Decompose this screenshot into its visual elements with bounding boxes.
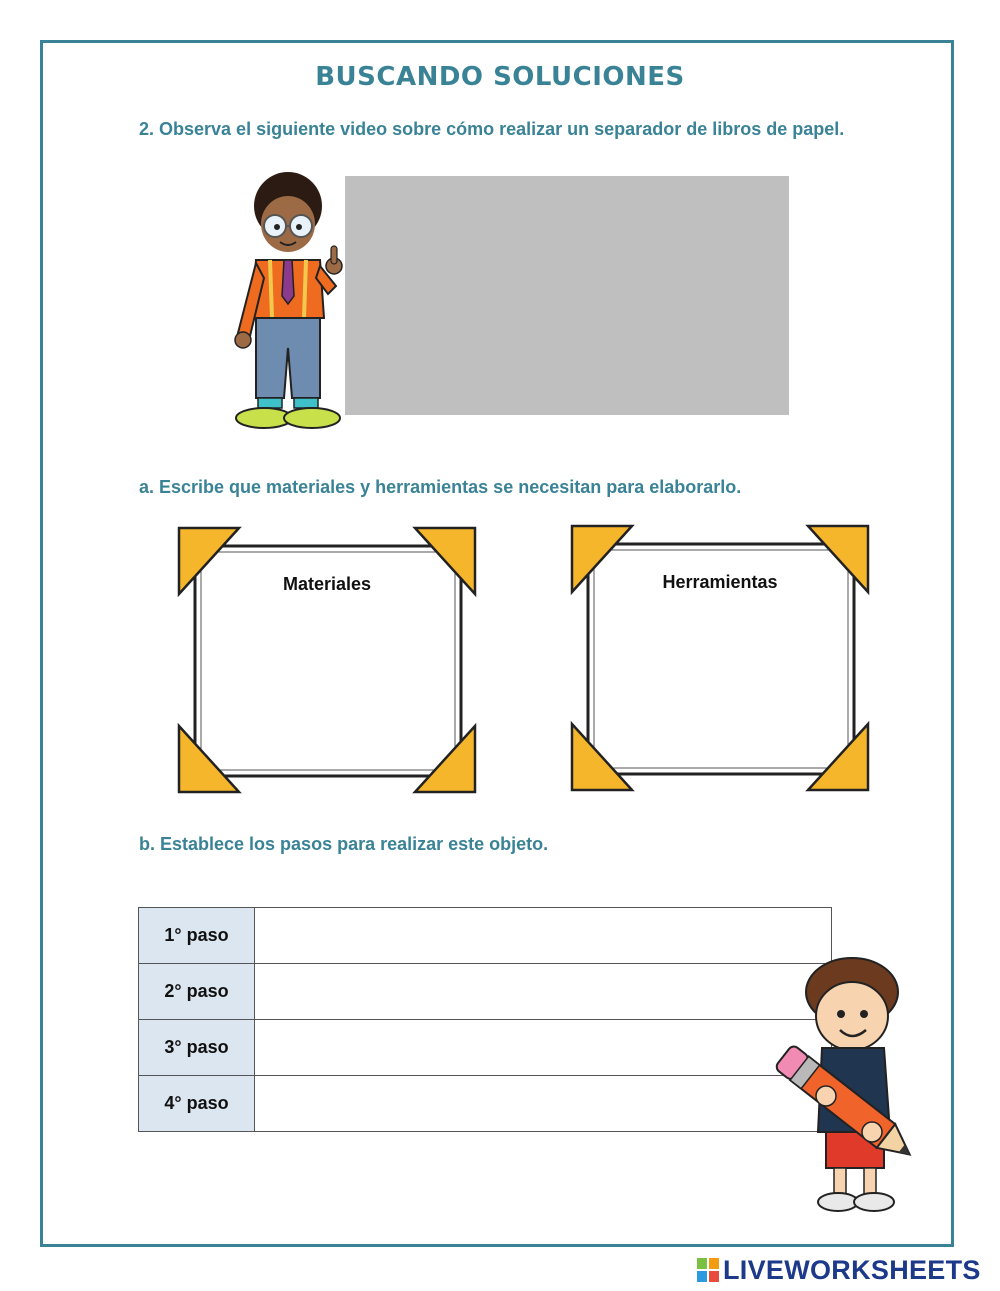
step-label: 3° paso — [139, 1020, 255, 1076]
liveworksheets-logo-icon — [697, 1258, 719, 1282]
table-row — [139, 1076, 832, 1132]
brand-mark — [697, 1255, 981, 1285]
step-input[interactable] — [255, 908, 832, 964]
video-placeholder[interactable] — [345, 176, 789, 415]
step-label: 1° paso — [139, 908, 255, 964]
materials-frame[interactable] — [177, 526, 477, 794]
instruction-materials: a. Escribe que materiales y herramientas se necesitan para elaborarlo. — [139, 477, 742, 497]
kid-pencil-illustration — [766, 956, 930, 1218]
kid-teacher-illustration — [228, 168, 346, 440]
table-row — [139, 908, 832, 964]
instruction-steps: b. Establece los pasos para realizar este objeto. — [139, 834, 549, 854]
step-input[interactable] — [255, 964, 832, 1020]
tools-frame[interactable] — [570, 524, 870, 792]
page-title: BUSCANDO SOLUCIONES — [315, 62, 685, 92]
frame-label-tools: Herramientas — [662, 572, 778, 592]
step-input[interactable] — [255, 1020, 832, 1076]
frame-label-materials: Materiales — [282, 574, 372, 594]
brand-name: LIVEWORKSHEETS — [723, 1255, 981, 1285]
step-input[interactable] — [255, 1076, 832, 1132]
table-row — [139, 964, 832, 1020]
step-label: 4° paso — [139, 1076, 255, 1132]
steps-table — [138, 907, 832, 1132]
instruction-video: 2. Observa el siguiente video sobre cómo realizar un separador de libros de papel. — [139, 119, 845, 139]
frame-border — [177, 526, 477, 794]
table-row — [139, 1020, 832, 1076]
frame-border — [570, 524, 870, 792]
step-label: 2° paso — [139, 964, 255, 1020]
